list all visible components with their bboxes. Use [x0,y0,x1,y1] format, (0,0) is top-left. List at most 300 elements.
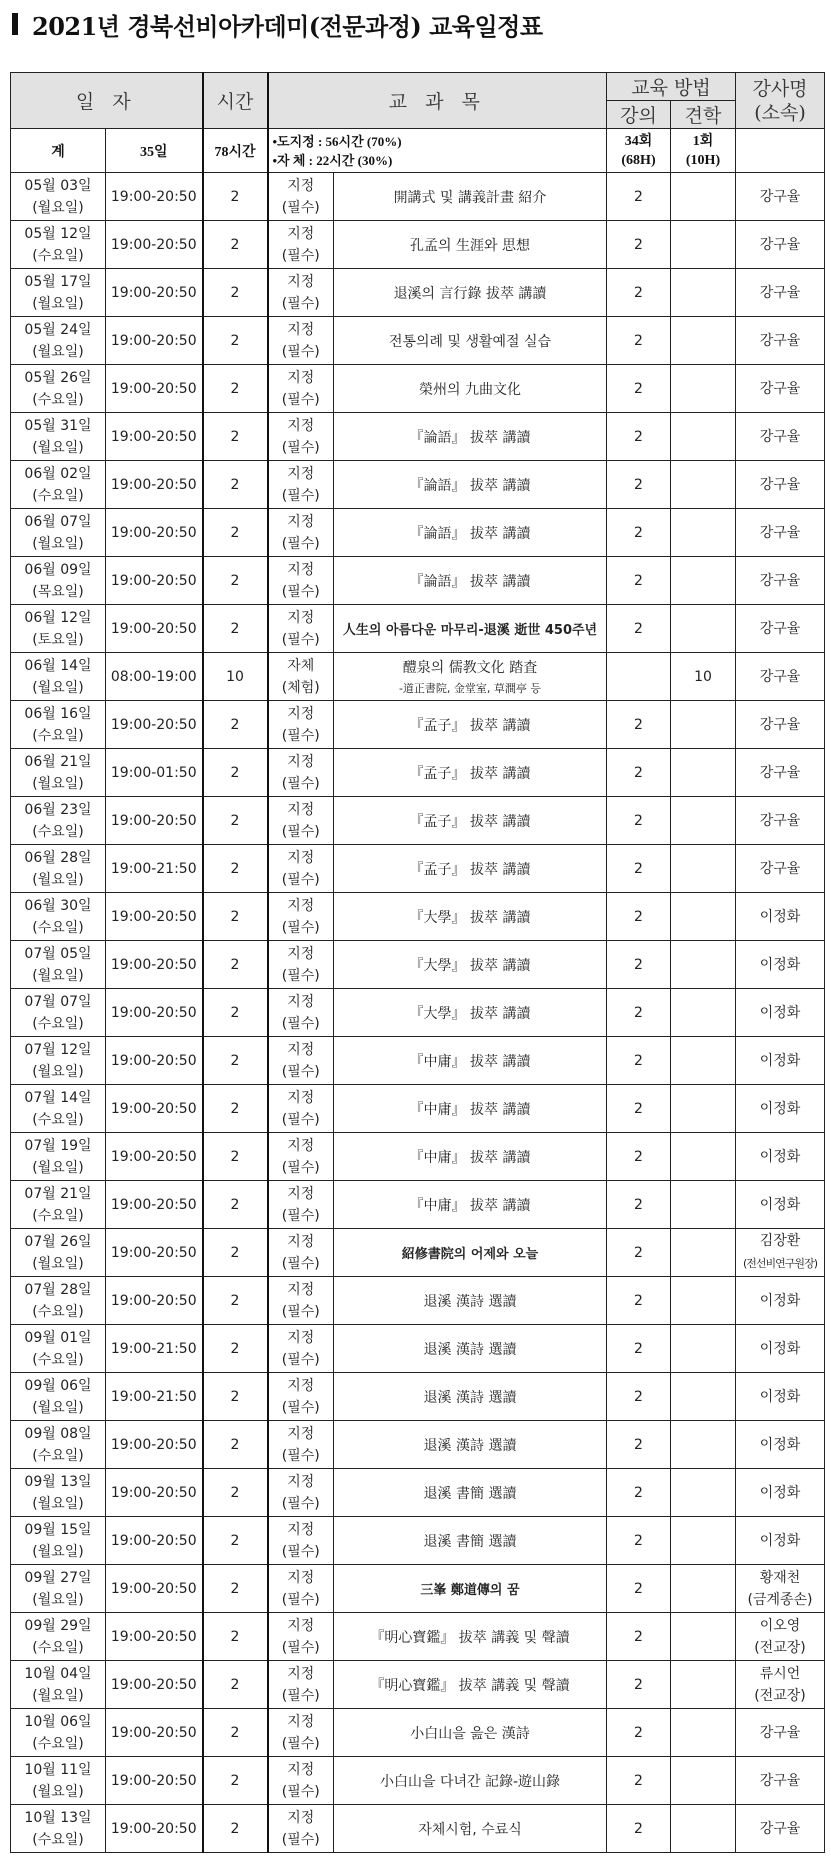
header-field: 견학 [671,101,736,129]
header-instructor [736,73,825,129]
lecture-cell: 2 [607,365,671,413]
field-cell [671,1229,736,1277]
type-sub-text: (필수) [281,871,320,888]
date-text: 07월 14일 [24,1089,92,1106]
date-text: 05월 26일 [24,369,92,386]
subject-text: 退溪 書簡 選讀 [423,1485,517,1502]
weekday-text: (월요일) [32,1255,84,1272]
time-cell: 19:00-20:50 [106,365,203,413]
type-cell [268,1565,334,1613]
date-text: 06월 28일 [24,849,92,866]
lecture-cell: 2 [607,557,671,605]
subject-text: 『大學』 拔萃 講讀 [409,909,531,926]
date-text: 06월 16일 [24,705,92,722]
instructor-cell [736,317,825,365]
instructor-cell [736,1037,825,1085]
hours-cell: 2 [203,1613,268,1661]
instructor-cell [736,893,825,941]
type-cell [268,1517,334,1565]
date-cell [11,1133,106,1181]
hours-cell: 2 [203,413,268,461]
subject-cell [334,413,607,461]
subject-text: 孔孟의 生涯와 思想 [410,237,530,254]
time-cell: 19:00-20:50 [106,1229,203,1277]
weekday-text: (월요일) [32,535,84,552]
type-cell [268,413,334,461]
type-sub-text: (필수) [281,727,320,744]
date-cell [11,797,106,845]
table-row [11,749,825,797]
subject-cell [334,1661,607,1709]
date-cell [11,173,106,221]
type-cell [268,317,334,365]
date-cell [11,941,106,989]
type-sub-text: (필수) [281,487,320,504]
type-text: 지정 [287,801,315,818]
type-cell [268,749,334,797]
summary-lecture-count: 34회 [624,133,653,149]
date-text: 10월 04일 [24,1665,92,1682]
table-row [11,1037,825,1085]
subject-cell [334,1709,607,1757]
table-row [11,1517,825,1565]
lecture-cell: 2 [607,797,671,845]
summary-lecture [607,129,671,173]
summary-label: 계 [11,129,106,173]
date-cell [11,1517,106,1565]
type-sub-text: (필수) [281,1255,320,1272]
type-cell [268,557,334,605]
field-cell [671,509,736,557]
lecture-cell: 2 [607,1181,671,1229]
date-text: 05월 17일 [24,273,92,290]
subject-cell [334,1373,607,1421]
type-text: 지정 [287,321,315,338]
type-text: 지정 [287,1761,315,1778]
time-cell: 19:00-20:50 [106,1757,203,1805]
date-text: 05월 24일 [24,321,92,338]
lecture-cell: 2 [607,749,671,797]
date-cell [11,1181,106,1229]
subject-cell [334,461,607,509]
field-cell [671,173,736,221]
hours-cell: 2 [203,1229,268,1277]
weekday-text: (수요일) [32,823,84,840]
type-sub-text: (필수) [281,535,320,552]
date-cell [11,1277,106,1325]
type-text: 지정 [287,993,315,1010]
type-cell [268,221,334,269]
hours-cell: 2 [203,941,268,989]
field-cell [671,221,736,269]
subject-cell [334,317,607,365]
subject-text: 退溪 漢詩 選讀 [423,1389,517,1406]
subject-cell [334,509,607,557]
time-cell: 19:00-21:50 [106,1325,203,1373]
weekday-text: (수요일) [32,919,84,936]
type-sub-text: (필수) [281,1687,320,1704]
instructor-name: 김장환 [759,1233,801,1249]
subject-text: 退溪의 言行錄 拔萃 講讀 [393,285,547,302]
date-cell [11,1805,106,1853]
instructor-name: 강구율 [759,380,801,397]
type-cell [268,269,334,317]
hours-cell: 2 [203,1037,268,1085]
instructor-cell [736,1613,825,1661]
field-cell [671,1517,736,1565]
hours-cell: 2 [203,1085,268,1133]
type-text: 지정 [287,513,315,530]
instructor-name: 이오영 [759,1617,801,1634]
date-text: 10월 11일 [24,1761,92,1778]
weekday-text: (목요일) [32,583,84,600]
weekday-text: (토요일) [32,631,84,648]
instructor-name: 강구율 [759,812,801,829]
table-row [11,797,825,845]
type-cell [268,1229,334,1277]
type-sub-text: (필수) [281,1591,320,1608]
type-sub-text: (필수) [281,823,320,840]
date-text: 07월 05일 [24,945,92,962]
type-text: 지정 [287,177,315,194]
time-cell: 19:00-20:50 [106,1517,203,1565]
type-text: 지정 [287,897,315,914]
date-text: 06월 14일 [24,657,92,674]
type-sub-text: (필수) [281,343,320,360]
instructor-cell [736,845,825,893]
date-cell [11,1085,106,1133]
hours-cell: 2 [203,365,268,413]
subject-cell [334,989,607,1037]
field-cell [671,749,736,797]
instructor-cell [736,1469,825,1517]
weekday-text: (월요일) [32,1687,84,1704]
instructor-name: 이정화 [759,956,801,973]
hours-cell: 2 [203,701,268,749]
field-cell [671,845,736,893]
subject-text: 小白山을 다녀간 記錄-遊山錄 [379,1773,561,1790]
instructor-name: 황재천 [759,1569,801,1586]
summary-field-count: 1회 [692,133,714,149]
subject-cell [334,845,607,893]
subject-cell [334,1277,607,1325]
hours-cell: 2 [203,557,268,605]
time-cell: 19:00-20:50 [106,1181,203,1229]
type-text: 지정 [287,1329,315,1346]
table-row [11,1565,825,1613]
date-cell [11,893,106,941]
subject-cell [334,1469,607,1517]
subject-cell [334,1085,607,1133]
time-cell: 19:00-20:50 [106,701,203,749]
hours-cell: 2 [203,1181,268,1229]
type-sub-text: (필수) [281,631,320,648]
weekday-text: (수요일) [32,1015,84,1032]
date-text: 09월 13일 [24,1473,92,1490]
lecture-cell: 2 [607,1469,671,1517]
table-row [11,1421,825,1469]
subject-text: 退溪 漢詩 選讀 [423,1293,517,1310]
instructor-name: 강구율 [759,716,801,733]
type-text: 자체 [287,657,315,674]
hours-cell: 2 [203,269,268,317]
subject-text: 三峯 鄭道傳의 꿈 [420,1583,520,1598]
subject-cell [334,605,607,653]
hours-cell: 2 [203,845,268,893]
table-row [11,989,825,1037]
date-text: 06월 09일 [24,561,92,578]
weekday-text: (수요일) [32,1831,84,1848]
weekday-text: (월요일) [32,439,84,456]
table-row [11,605,825,653]
type-sub-text: (필수) [281,391,320,408]
subject-cell [334,1805,607,1853]
subject-text: 『中庸』 拔萃 講讀 [409,1149,531,1166]
type-cell [268,1709,334,1757]
hours-cell: 2 [203,317,268,365]
hours-cell: 2 [203,1421,268,1469]
title-bar-icon [12,13,18,35]
instructor-name: 강구율 [759,1772,801,1789]
weekday-text: (월요일) [32,1063,84,1080]
time-cell: 19:00-20:50 [106,461,203,509]
time-cell: 19:00-20:50 [106,1805,203,1853]
summary-days: 35일 [106,129,203,173]
subject-cell [334,269,607,317]
weekday-text: (수요일) [32,727,84,744]
date-cell [11,1373,106,1421]
date-text: 07월 19일 [24,1137,92,1154]
date-text: 06월 07일 [24,513,92,530]
hours-cell: 2 [203,1565,268,1613]
type-cell [268,1421,334,1469]
type-cell [268,1757,334,1805]
instructor-name: 이정화 [759,908,801,925]
instructor-cell [736,221,825,269]
date-cell [11,605,106,653]
instructor-cell [736,1661,825,1709]
time-cell: 19:00-20:50 [106,557,203,605]
time-cell: 19:00-20:50 [106,1277,203,1325]
weekday-text: (수요일) [32,1351,84,1368]
instructor-name: 강구율 [759,620,801,637]
instructor-name: 이정화 [759,1532,801,1549]
type-sub-text: (필수) [281,1399,320,1416]
hours-cell: 2 [203,1373,268,1421]
time-cell: 19:00-20:50 [106,1709,203,1757]
time-cell: 19:00-20:50 [106,1085,203,1133]
instructor-cell [736,1373,825,1421]
type-cell [268,1661,334,1709]
field-cell [671,1613,736,1661]
instructor-name: 강구율 [759,524,801,541]
table-row [11,1661,825,1709]
field-cell [671,557,736,605]
hours-cell: 2 [203,605,268,653]
date-cell [11,461,106,509]
date-cell [11,1661,106,1709]
instructor-name: 강구율 [759,236,801,253]
summary-note [268,129,607,173]
lecture-cell: 2 [607,1757,671,1805]
subject-text: 人生의 아름다운 마무리-退溪 逝世 450주년 [342,623,598,638]
date-text: 07월 28일 [24,1281,92,1298]
type-cell [268,1469,334,1517]
type-sub-text: (필수) [281,439,320,456]
weekday-text: (월요일) [32,1495,84,1512]
instructor-name: 이정화 [759,1148,801,1165]
type-text: 지정 [287,273,315,290]
instructor-cell [736,269,825,317]
type-sub-text: (필수) [281,1495,320,1512]
field-cell [671,701,736,749]
summary-instructor [736,129,825,173]
instructor-name: 강구율 [759,668,801,685]
instructor-cell [736,653,825,701]
field-cell [671,1709,736,1757]
instructor-name: 강구율 [759,1724,801,1741]
table-row [11,1469,825,1517]
date-cell [11,845,106,893]
instructor-cell [736,1229,825,1277]
date-text: 05월 03일 [24,177,92,194]
subject-text: 『中庸』 拔萃 講讀 [409,1053,531,1070]
type-text: 지정 [287,561,315,578]
weekday-text: (월요일) [32,1399,84,1416]
type-cell [268,701,334,749]
table-row [11,1805,825,1853]
date-text: 09월 01일 [24,1329,92,1346]
lecture-cell: 2 [607,1277,671,1325]
table-row [11,701,825,749]
subject-cell [334,1133,607,1181]
table-row [11,1757,825,1805]
time-cell: 08:00-19:00 [106,653,203,701]
hours-cell: 2 [203,1709,268,1757]
instructor-name: 강구율 [759,764,801,781]
date-cell [11,701,106,749]
type-cell [268,1133,334,1181]
date-cell [11,413,106,461]
instructor-cell [736,749,825,797]
table-row [11,413,825,461]
field-cell [671,1421,736,1469]
date-text: 09월 06일 [24,1377,92,1394]
type-cell [268,1325,334,1373]
type-cell [268,509,334,557]
weekday-text: (월요일) [32,1543,84,1560]
field-cell [671,1565,736,1613]
table-row [11,509,825,557]
instructor-name: 이정화 [759,1484,801,1501]
type-cell [268,1805,334,1853]
weekday-text: (월요일) [32,1783,84,1800]
lecture-cell: 2 [607,1229,671,1277]
date-cell [11,749,106,797]
date-cell [11,1421,106,1469]
subject-sub-text: -道正書院, 金堂室, 草澗亭 등 [398,682,542,695]
subject-cell [334,1565,607,1613]
table-row [11,1373,825,1421]
instructor-name: 강구율 [759,860,801,877]
type-cell [268,173,334,221]
lecture-cell: 2 [607,1517,671,1565]
subject-text: 『孟子』 拔萃 講讀 [409,765,531,782]
time-cell: 19:00-21:50 [106,1373,203,1421]
schedule-table [10,72,825,1853]
weekday-text: (수요일) [32,1111,84,1128]
subject-text: 『明心寶鑑』 拔萃 講義 및 聲讀 [370,1629,570,1646]
subject-cell [334,1757,607,1805]
time-cell: 19:00-20:50 [106,1133,203,1181]
lecture-cell: 2 [607,1133,671,1181]
type-cell [268,605,334,653]
lecture-cell: 2 [607,1085,671,1133]
type-sub-text: (필수) [281,295,320,312]
date-text: 05월 12일 [24,225,92,242]
lecture-cell: 2 [607,1373,671,1421]
type-sub-text: (필수) [281,1159,320,1176]
field-cell [671,317,736,365]
hours-cell: 2 [203,173,268,221]
instructor-name: 강구율 [759,1820,801,1837]
type-text: 지정 [287,369,315,386]
weekday-text: (월요일) [32,295,84,312]
instructor-cell [736,1325,825,1373]
type-sub-text: (필수) [281,1063,320,1080]
subject-text: 退溪 漢詩 選讀 [423,1341,517,1358]
instructor-name: 강구율 [759,332,801,349]
lecture-cell: 2 [607,509,671,557]
lecture-cell: 2 [607,941,671,989]
hours-cell: 2 [203,1469,268,1517]
instructor-affiliation: (금계종손) [747,1591,813,1608]
table-row [11,1133,825,1181]
date-cell [11,269,106,317]
subject-text: 『論語』 拔萃 講讀 [409,573,531,590]
date-text: 09월 27일 [24,1569,92,1586]
type-text: 지정 [287,849,315,866]
type-sub-text: (필수) [281,199,320,216]
instructor-cell [736,1709,825,1757]
type-sub-text: (필수) [281,967,320,984]
instructor-name: 이정화 [759,1388,801,1405]
instructor-cell [736,1133,825,1181]
lecture-cell: 2 [607,1661,671,1709]
instructor-cell [736,557,825,605]
date-cell [11,221,106,269]
lecture-cell: 2 [607,1805,671,1853]
type-cell [268,1181,334,1229]
summary-note-line2: •자 체 : 22시간 (30%) [272,152,393,168]
table-row [11,845,825,893]
instructor-affiliation: (전교장) [754,1639,806,1656]
type-sub-text: (필수) [281,583,320,600]
summary-field-hours: (10H) [685,152,721,168]
hours-cell: 2 [203,893,268,941]
subject-text: 『大學』 拔萃 講讀 [409,1005,531,1022]
field-cell [671,1661,736,1709]
instructor-name: 강구율 [759,572,801,589]
type-sub-text: (필수) [281,1783,320,1800]
date-text: 10월 13일 [24,1809,92,1826]
instructor-cell [736,1181,825,1229]
lecture-cell: 2 [607,1565,671,1613]
hours-cell: 2 [203,461,268,509]
instructor-cell [736,1085,825,1133]
page-title [12,6,543,42]
type-text: 지정 [287,1281,315,1298]
